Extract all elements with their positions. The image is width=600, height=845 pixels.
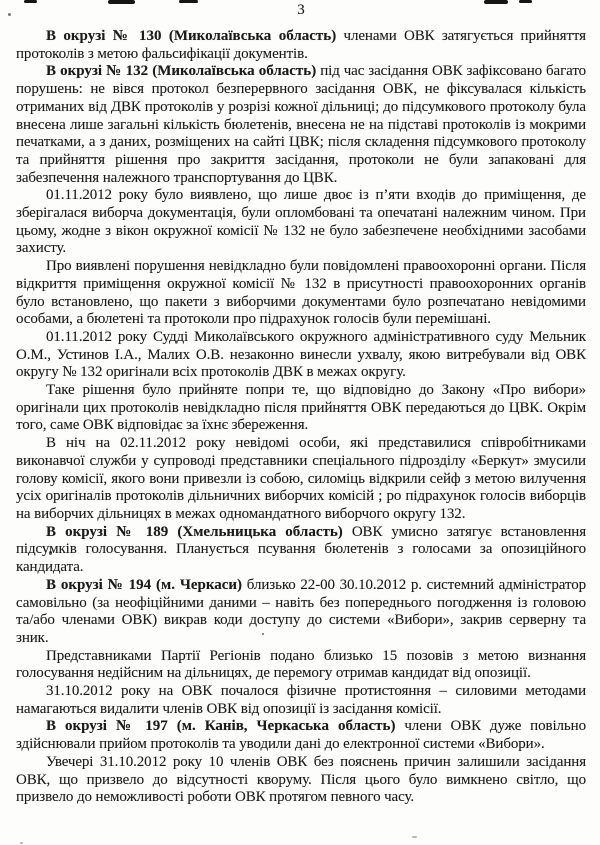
paragraph-text: Представниками Партії Регіонів подано близько 15 позовів з метою визнання голосування недійсним на дільницях, де перемогу отримав кандидат від опозиції. — [16, 647, 586, 682]
paragraph-text: членами ОВК затягується прийняття протоколів з метою фальсифікації документів. — [16, 28, 586, 62]
paragraph — [16, 683, 586, 718]
scan-speck — [20, 842, 23, 844]
paragraph-text: 31.10.2012 року на ОВК почалося фізичне протистояння – силовими методами намагаються видалити членів ОВК від опозиції із засідання комісії. — [16, 683, 586, 717]
district-heading: В окрузі № 189 (Хмельницька область) — [46, 523, 343, 540]
document-body — [16, 28, 586, 807]
district-heading: В окрузі № 132 (Миколаївська область) — [46, 63, 317, 80]
paragraph-text: близько 22-00 30.10.2012 р. системний адміністратор самовільно (за неофіційними даними – навіть без попереднього погодження із головою та/або членами ОВК) викрав коди доступу до системи «Вибори», закрив серверну та зник. — [16, 576, 586, 646]
paragraph — [16, 63, 586, 187]
paragraph — [16, 28, 586, 63]
paragraph-text: 01.11.2012 року було виявлено, що лише двоє із п’яти входів до приміщення, де зберігалася виборча документація, були опломбовані та опечатані належним чином. При цьому, жодне з вікон окружної комісії № 132 не було забезпечене необхідними засобами захисту. — [16, 187, 586, 257]
paragraph — [16, 382, 586, 435]
paragraph — [16, 754, 586, 807]
paragraph — [16, 718, 586, 753]
paragraph-text: члени ОВК дуже повільно здійснювали прийом протоколів та уводили дані до електронної системи «Вибори». — [16, 718, 586, 753]
document-page — [16, 2, 586, 807]
paragraph-text: 01.11.2012 року Судді Миколаївського окружного адміністративного суду Мельник О.М., Устинов І.А., Малих О.В. незаконно винесли ухвалу, якою витребували від ОВК округу № 132 оригінали всіх протоколів ДВК в межах округу. — [16, 328, 586, 381]
paragraph — [16, 577, 586, 648]
paragraph-text: ОВК умисно затягує встановлення підсумків голосування. Планується псування бюлетенів з голосами за опозиційного кандидата. — [16, 523, 587, 576]
paragraph — [16, 329, 586, 382]
paragraph-text: під час засідання ОВК зафіксовано багато порушень: не вівся протокол безперервного засідання ОВК, не фіксувалася кількість отриманих від ДВК протоколів у розрізі кожної дільниці; до підсумкового протоколу була внесена лише загальні кількість бюлетенів, внесена не на підставі протоколів із мокрими печатками, а з даних, розміщених на сайті ЦВК; після складення підсумкового протоколу та прийняття рішення про закриття засідання, протоколи не були запаковані для забезпечення належного транспортування до ЦВК. — [16, 63, 586, 186]
paragraph — [16, 648, 586, 683]
paragraph-text: Увечері 31.10.2012 року 10 членів ОВК без пояснень причин залишили засідання ОВК, що призвело до відсутності кворуму. Після цього було вимкнено світло, що призвело до неможливості роботи ОВК протягом певного часу. — [16, 753, 586, 806]
paragraph — [16, 524, 586, 577]
district-heading: В окрузі № 194 (м. Черкаси) — [46, 576, 243, 593]
scan-speck — [412, 836, 417, 838]
paragraph-text: Про виявлені порушення невідкладно були повідомлені правоохоронні органи. Після відкриття приміщення окружної комісії № 132 в присутності правоохоронних органів було встановлено, що пакети з виборчими документами було розпечатано невідомими особами, а бюлетені та протоколи про підрахунок голосів були перемішані. — [16, 258, 586, 328]
paragraph — [16, 258, 586, 329]
paragraph — [16, 187, 586, 258]
paragraph — [16, 435, 586, 524]
paragraph-text: В ніч на 02.11.2012 року невідомі особи, які представилися співробітниками виконавчої служби у супроводі представники спеціального підрозділу «Беркут» змусили голову комісії, якого вони привезли із собою, силоміць відкрили сейф з метою вилучення усіх оригіналів протоколів дільничних виборчих комісій ; ро підрахунок голосів виборців на виборчих дільницях в межах одномандатного виборчого округу 132. — [16, 435, 586, 522]
paragraph-text: Таке рішення було прийняте попри те, що відповідно до Закону «Про вибори» оригінали цих протоколів невідкладно після прийняття ОВК передаються до ЦВК. Окрім того, саме ОВК відповідає за їхнє збереження. — [16, 382, 586, 434]
district-heading: В окрузі № 130 (Миколаївська область) — [46, 28, 337, 44]
scan-speck — [8, 13, 11, 16]
district-heading: В окрузі № 197 (м. Канів, Черкаська область) — [46, 718, 396, 735]
page-number: 3 — [297, 2, 305, 18]
